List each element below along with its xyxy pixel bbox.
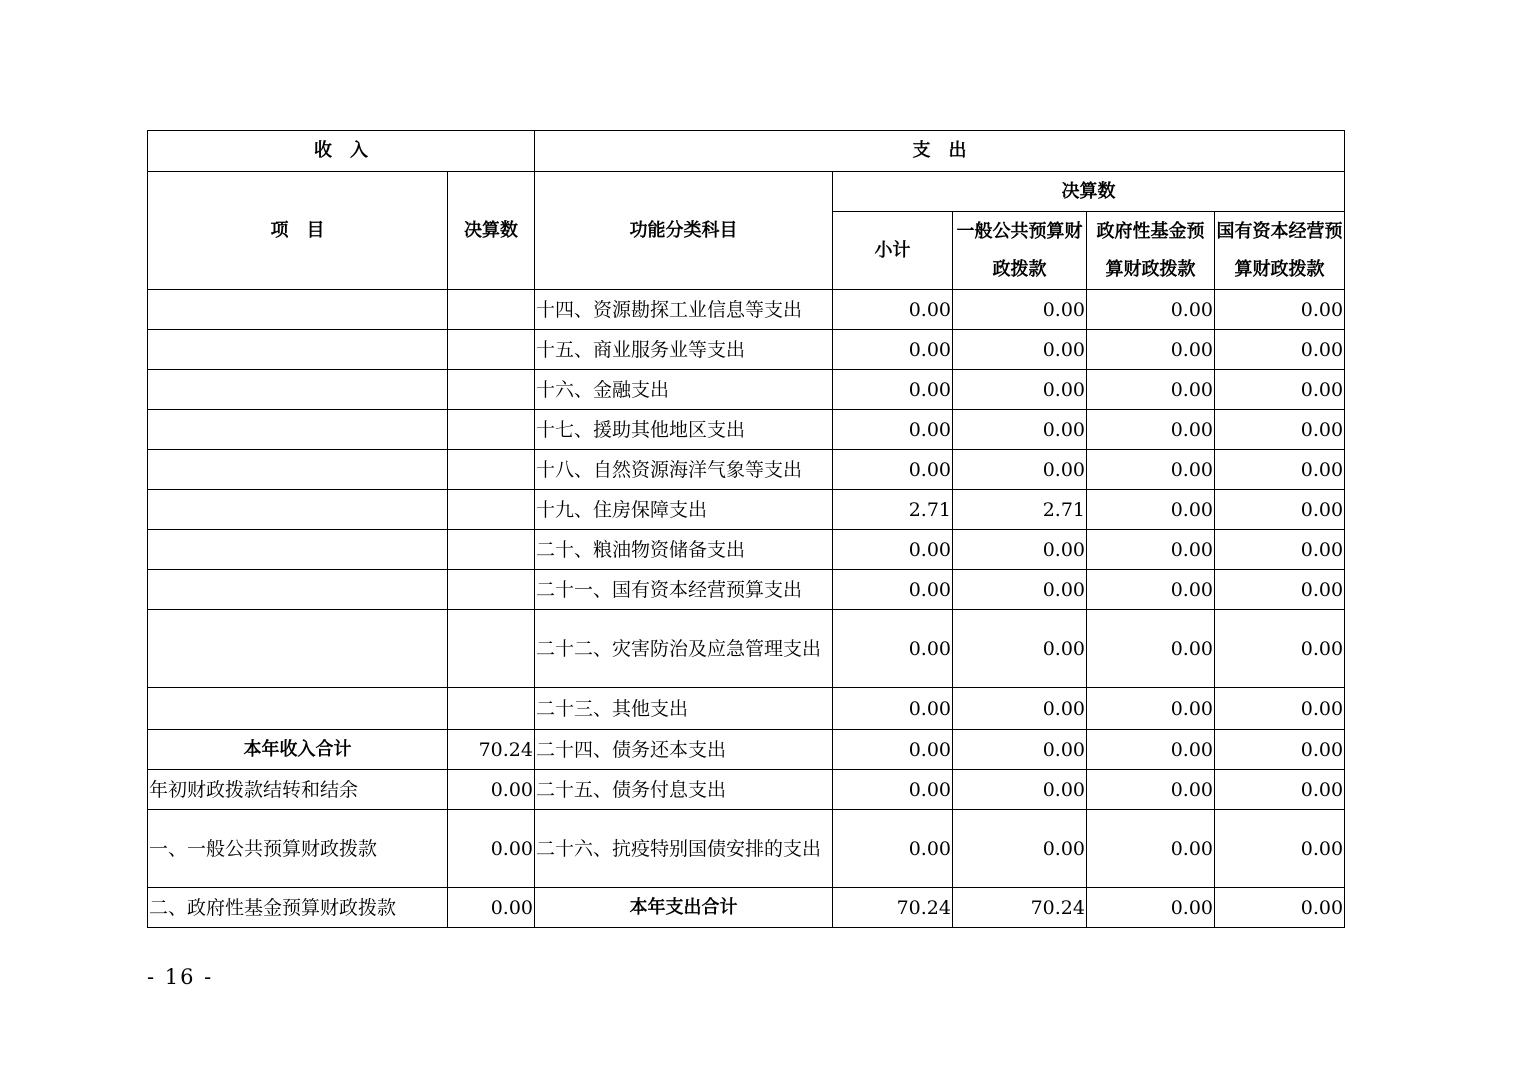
header-amount: 决算数 xyxy=(448,172,535,290)
income-amount-cell xyxy=(448,290,535,330)
income-amount-cell xyxy=(448,688,535,730)
general-budget-cell: 0.00 xyxy=(953,810,1087,888)
subtotal-cell: 0.00 xyxy=(833,570,953,610)
table-row xyxy=(148,770,1345,810)
subtotal-cell: 0.00 xyxy=(833,330,953,370)
gov-fund-cell: 0.00 xyxy=(1087,570,1215,610)
income-amount-cell xyxy=(448,530,535,570)
state-capital-cell: 0.00 xyxy=(1215,370,1345,410)
income-amount-cell xyxy=(448,330,535,370)
table-row xyxy=(148,530,1345,570)
category-cell: 十四、资源勘探工业信息等支出 xyxy=(535,290,833,330)
state-capital-cell: 0.00 xyxy=(1215,330,1345,370)
header-state-capital: 国有资本经营预算财政拨款 xyxy=(1215,212,1345,290)
income-item-cell xyxy=(148,290,448,330)
gov-fund-cell: 0.00 xyxy=(1087,490,1215,530)
general-budget-cell: 0.00 xyxy=(953,370,1087,410)
state-capital-cell: 0.00 xyxy=(1215,810,1345,888)
state-capital-cell: 0.00 xyxy=(1215,688,1345,730)
page-number: - 16 - xyxy=(147,965,214,989)
category-cell: 十五、商业服务业等支出 xyxy=(535,330,833,370)
table-row xyxy=(148,450,1345,490)
general-budget-cell: 0.00 xyxy=(953,610,1087,688)
table-row xyxy=(148,810,1345,888)
gov-fund-cell: 0.00 xyxy=(1087,410,1215,450)
category-cell: 二十五、债务付息支出 xyxy=(535,770,833,810)
state-capital-cell: 0.00 xyxy=(1215,730,1345,770)
table-row xyxy=(148,490,1345,530)
table-row xyxy=(148,370,1345,410)
header-gov-fund: 政府性基金预算财政拨款 xyxy=(1087,212,1215,290)
category-cell: 二十二、灾害防治及应急管理支出 xyxy=(535,610,833,688)
state-capital-cell: 0.00 xyxy=(1215,770,1345,810)
income-amount-cell xyxy=(448,450,535,490)
general-budget-cell: 0.00 xyxy=(953,290,1087,330)
gov-fund-cell: 0.00 xyxy=(1087,370,1215,410)
subtotal-cell: 0.00 xyxy=(833,610,953,688)
table-row xyxy=(148,330,1345,370)
gov-fund-cell: 0.00 xyxy=(1087,610,1215,688)
income-item-cell xyxy=(148,330,448,370)
income-item-cell xyxy=(148,610,448,688)
gov-fund-cell: 0.00 xyxy=(1087,770,1215,810)
table-row xyxy=(148,688,1345,730)
final-accounts-table xyxy=(147,130,1345,928)
table-row xyxy=(148,730,1345,770)
state-capital-cell: 0.00 xyxy=(1215,450,1345,490)
gov-fund-cell: 0.00 xyxy=(1087,688,1215,730)
state-capital-cell: 0.00 xyxy=(1215,410,1345,450)
header-func-category: 功能分类科目 xyxy=(535,172,833,290)
state-capital-cell: 0.00 xyxy=(1215,290,1345,330)
header-subtotal: 小计 xyxy=(833,212,953,290)
income-amount-cell: 0.00 xyxy=(448,888,535,928)
income-amount-cell xyxy=(448,370,535,410)
header-item: 项 目 xyxy=(148,172,448,290)
table-row xyxy=(148,290,1345,330)
income-item-cell xyxy=(148,450,448,490)
income-item-cell xyxy=(148,570,448,610)
subtotal-cell: 0.00 xyxy=(833,450,953,490)
subtotal-cell: 0.00 xyxy=(833,290,953,330)
gov-fund-cell: 0.00 xyxy=(1087,810,1215,888)
table-row xyxy=(148,570,1345,610)
state-capital-cell: 0.00 xyxy=(1215,570,1345,610)
income-item-cell xyxy=(148,530,448,570)
income-amount-cell: 70.24 xyxy=(448,730,535,770)
subtotal-cell: 2.71 xyxy=(833,490,953,530)
income-amount-cell xyxy=(448,410,535,450)
gov-fund-cell: 0.00 xyxy=(1087,888,1215,928)
table-header-row xyxy=(148,172,1345,212)
state-capital-cell: 0.00 xyxy=(1215,530,1345,570)
subtotal-cell: 0.00 xyxy=(833,770,953,810)
state-capital-cell: 0.00 xyxy=(1215,610,1345,688)
category-cell: 二十一、国有资本经营预算支出 xyxy=(535,570,833,610)
income-amount-cell xyxy=(448,490,535,530)
gov-fund-cell: 0.00 xyxy=(1087,290,1215,330)
table-row xyxy=(148,410,1345,450)
header-income: 收 入 xyxy=(148,131,535,172)
general-budget-cell: 2.71 xyxy=(953,490,1087,530)
general-budget-cell: 0.00 xyxy=(953,530,1087,570)
income-amount-cell xyxy=(448,570,535,610)
category-cell: 本年支出合计 xyxy=(535,888,833,928)
general-budget-cell: 0.00 xyxy=(953,410,1087,450)
category-cell: 二十六、抗疫特别国债安排的支出 xyxy=(535,810,833,888)
income-amount-cell xyxy=(448,610,535,688)
table-row xyxy=(148,610,1345,688)
category-cell: 十八、自然资源海洋气象等支出 xyxy=(535,450,833,490)
subtotal-cell: 0.00 xyxy=(833,530,953,570)
header-final-accounts: 决算数 xyxy=(833,172,1345,212)
header-expense: 支 出 xyxy=(535,131,1345,172)
gov-fund-cell: 0.00 xyxy=(1087,450,1215,490)
general-budget-cell: 0.00 xyxy=(953,330,1087,370)
income-amount-cell: 0.00 xyxy=(448,810,535,888)
income-item-cell: 一、一般公共预算财政拨款 xyxy=(148,810,448,888)
income-item-cell: 本年收入合计 xyxy=(148,730,448,770)
category-cell: 十七、援助其他地区支出 xyxy=(535,410,833,450)
income-item-cell xyxy=(148,490,448,530)
income-amount-cell: 0.00 xyxy=(448,770,535,810)
income-item-cell xyxy=(148,688,448,730)
income-item-cell xyxy=(148,410,448,450)
subtotal-cell: 0.00 xyxy=(833,810,953,888)
table-body xyxy=(148,290,1345,928)
income-item-cell: 二、政府性基金预算财政拨款 xyxy=(148,888,448,928)
category-cell: 十九、住房保障支出 xyxy=(535,490,833,530)
gov-fund-cell: 0.00 xyxy=(1087,730,1215,770)
general-budget-cell: 0.00 xyxy=(953,730,1087,770)
table-row xyxy=(148,888,1345,928)
general-budget-cell: 0.00 xyxy=(953,570,1087,610)
category-cell: 二十四、债务还本支出 xyxy=(535,730,833,770)
category-cell: 二十三、其他支出 xyxy=(535,688,833,730)
general-budget-cell: 70.24 xyxy=(953,888,1087,928)
income-item-cell: 年初财政拨款结转和结余 xyxy=(148,770,448,810)
income-item-cell xyxy=(148,370,448,410)
category-cell: 十六、金融支出 xyxy=(535,370,833,410)
header-general-budget: 一般公共预算财政拨款 xyxy=(953,212,1087,290)
subtotal-cell: 0.00 xyxy=(833,730,953,770)
gov-fund-cell: 0.00 xyxy=(1087,330,1215,370)
general-budget-cell: 0.00 xyxy=(953,450,1087,490)
general-budget-cell: 0.00 xyxy=(953,688,1087,730)
gov-fund-cell: 0.00 xyxy=(1087,530,1215,570)
state-capital-cell: 0.00 xyxy=(1215,888,1345,928)
subtotal-cell: 0.00 xyxy=(833,688,953,730)
table-header-row xyxy=(148,131,1345,172)
general-budget-cell: 0.00 xyxy=(953,770,1087,810)
subtotal-cell: 0.00 xyxy=(833,410,953,450)
category-cell: 二十、粮油物资储备支出 xyxy=(535,530,833,570)
state-capital-cell: 0.00 xyxy=(1215,490,1345,530)
subtotal-cell: 0.00 xyxy=(833,370,953,410)
subtotal-cell: 70.24 xyxy=(833,888,953,928)
